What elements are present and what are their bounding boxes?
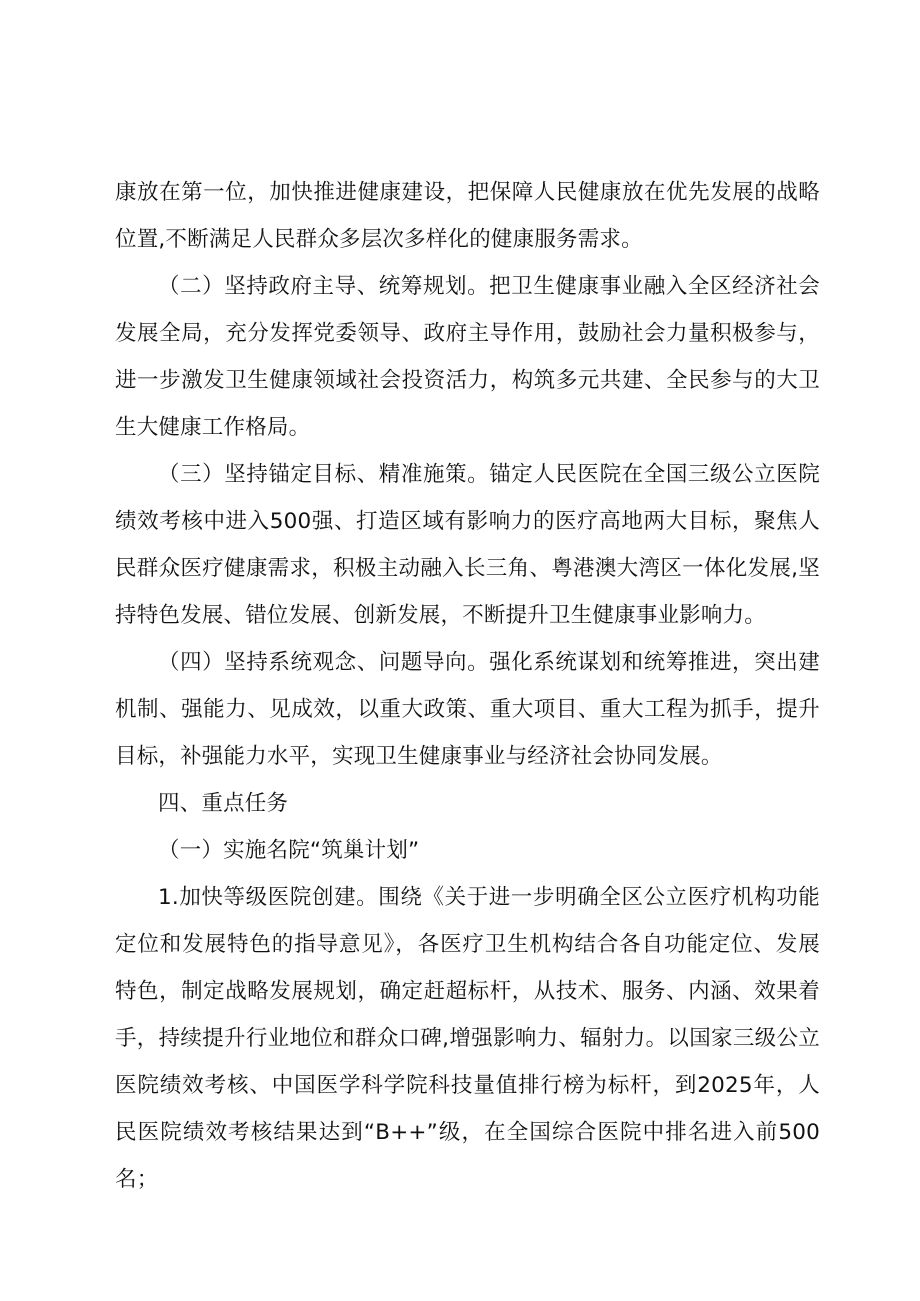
section-heading-key-tasks: 四、重点任务: [158, 791, 289, 816]
paragraph-principle-3: （三）坚持锚定目标、精准施策。锚定人民医院在全国三级公立医院绩效考核中进入500强、打造区域有影响力的医疗高地两大目标，聚焦人民群众医疗健康需求，积极主动融入长三角、粤港澳大湾区一体化发展,坚持特色发展、错位发展、创新发展，不断提升卫生健康事业影响力。: [115, 462, 820, 628]
paragraph-principle-2: （二）坚持政府主导、统筹规划。把卫生健康事业融入全区经济社会发展全局，充分发挥党委领导、政府主导作用，鼓励社会力量积极参与，进一步激发卫生健康领域社会投资活力，构筑多元共建、全民参与的大卫生大健康工作格局。: [115, 274, 820, 440]
document-body: [115, 169, 820, 1203]
paragraph-principle-4: （四）坚持系统观念、问题导向。强化系统谋划和统筹推进，突出建机制、强能力、见成效，以重大政策、重大项目、重大工程为抓手，提升目标，补强能力水平，实现卫生健康事业与经济社会协同发展。: [115, 650, 820, 769]
paragraph-continuation: 康放在第一位，加快推进健康建设，把保障人民健康放在优先发展的战略位置,不断满足人民群众多层次多样化的健康服务需求。: [115, 180, 820, 252]
subsection-heading-hospital-plan: （一）实施名院“筑巢计划”: [158, 838, 420, 863]
paragraph-task-1: 1.加快等级医院创建。围绕《关于进一步明确全区公立医疗机构功能定位和发展特色的指导意见》，各医疗卫生机构结合各自功能定位、发展特色，制定战略发展规划，确定赶超标杆，从技术、服务、内涵、效果着手，持续提升行业地位和群众口碑,增强影响力、辐射力。以国家三级公立医院绩效考核、中国医学科学院科技量值排行榜为标杆，到2025年，人民医院绩效考核结果达到“B++”级，在全国综合医院中排名进入前500名；: [115, 885, 820, 1192]
